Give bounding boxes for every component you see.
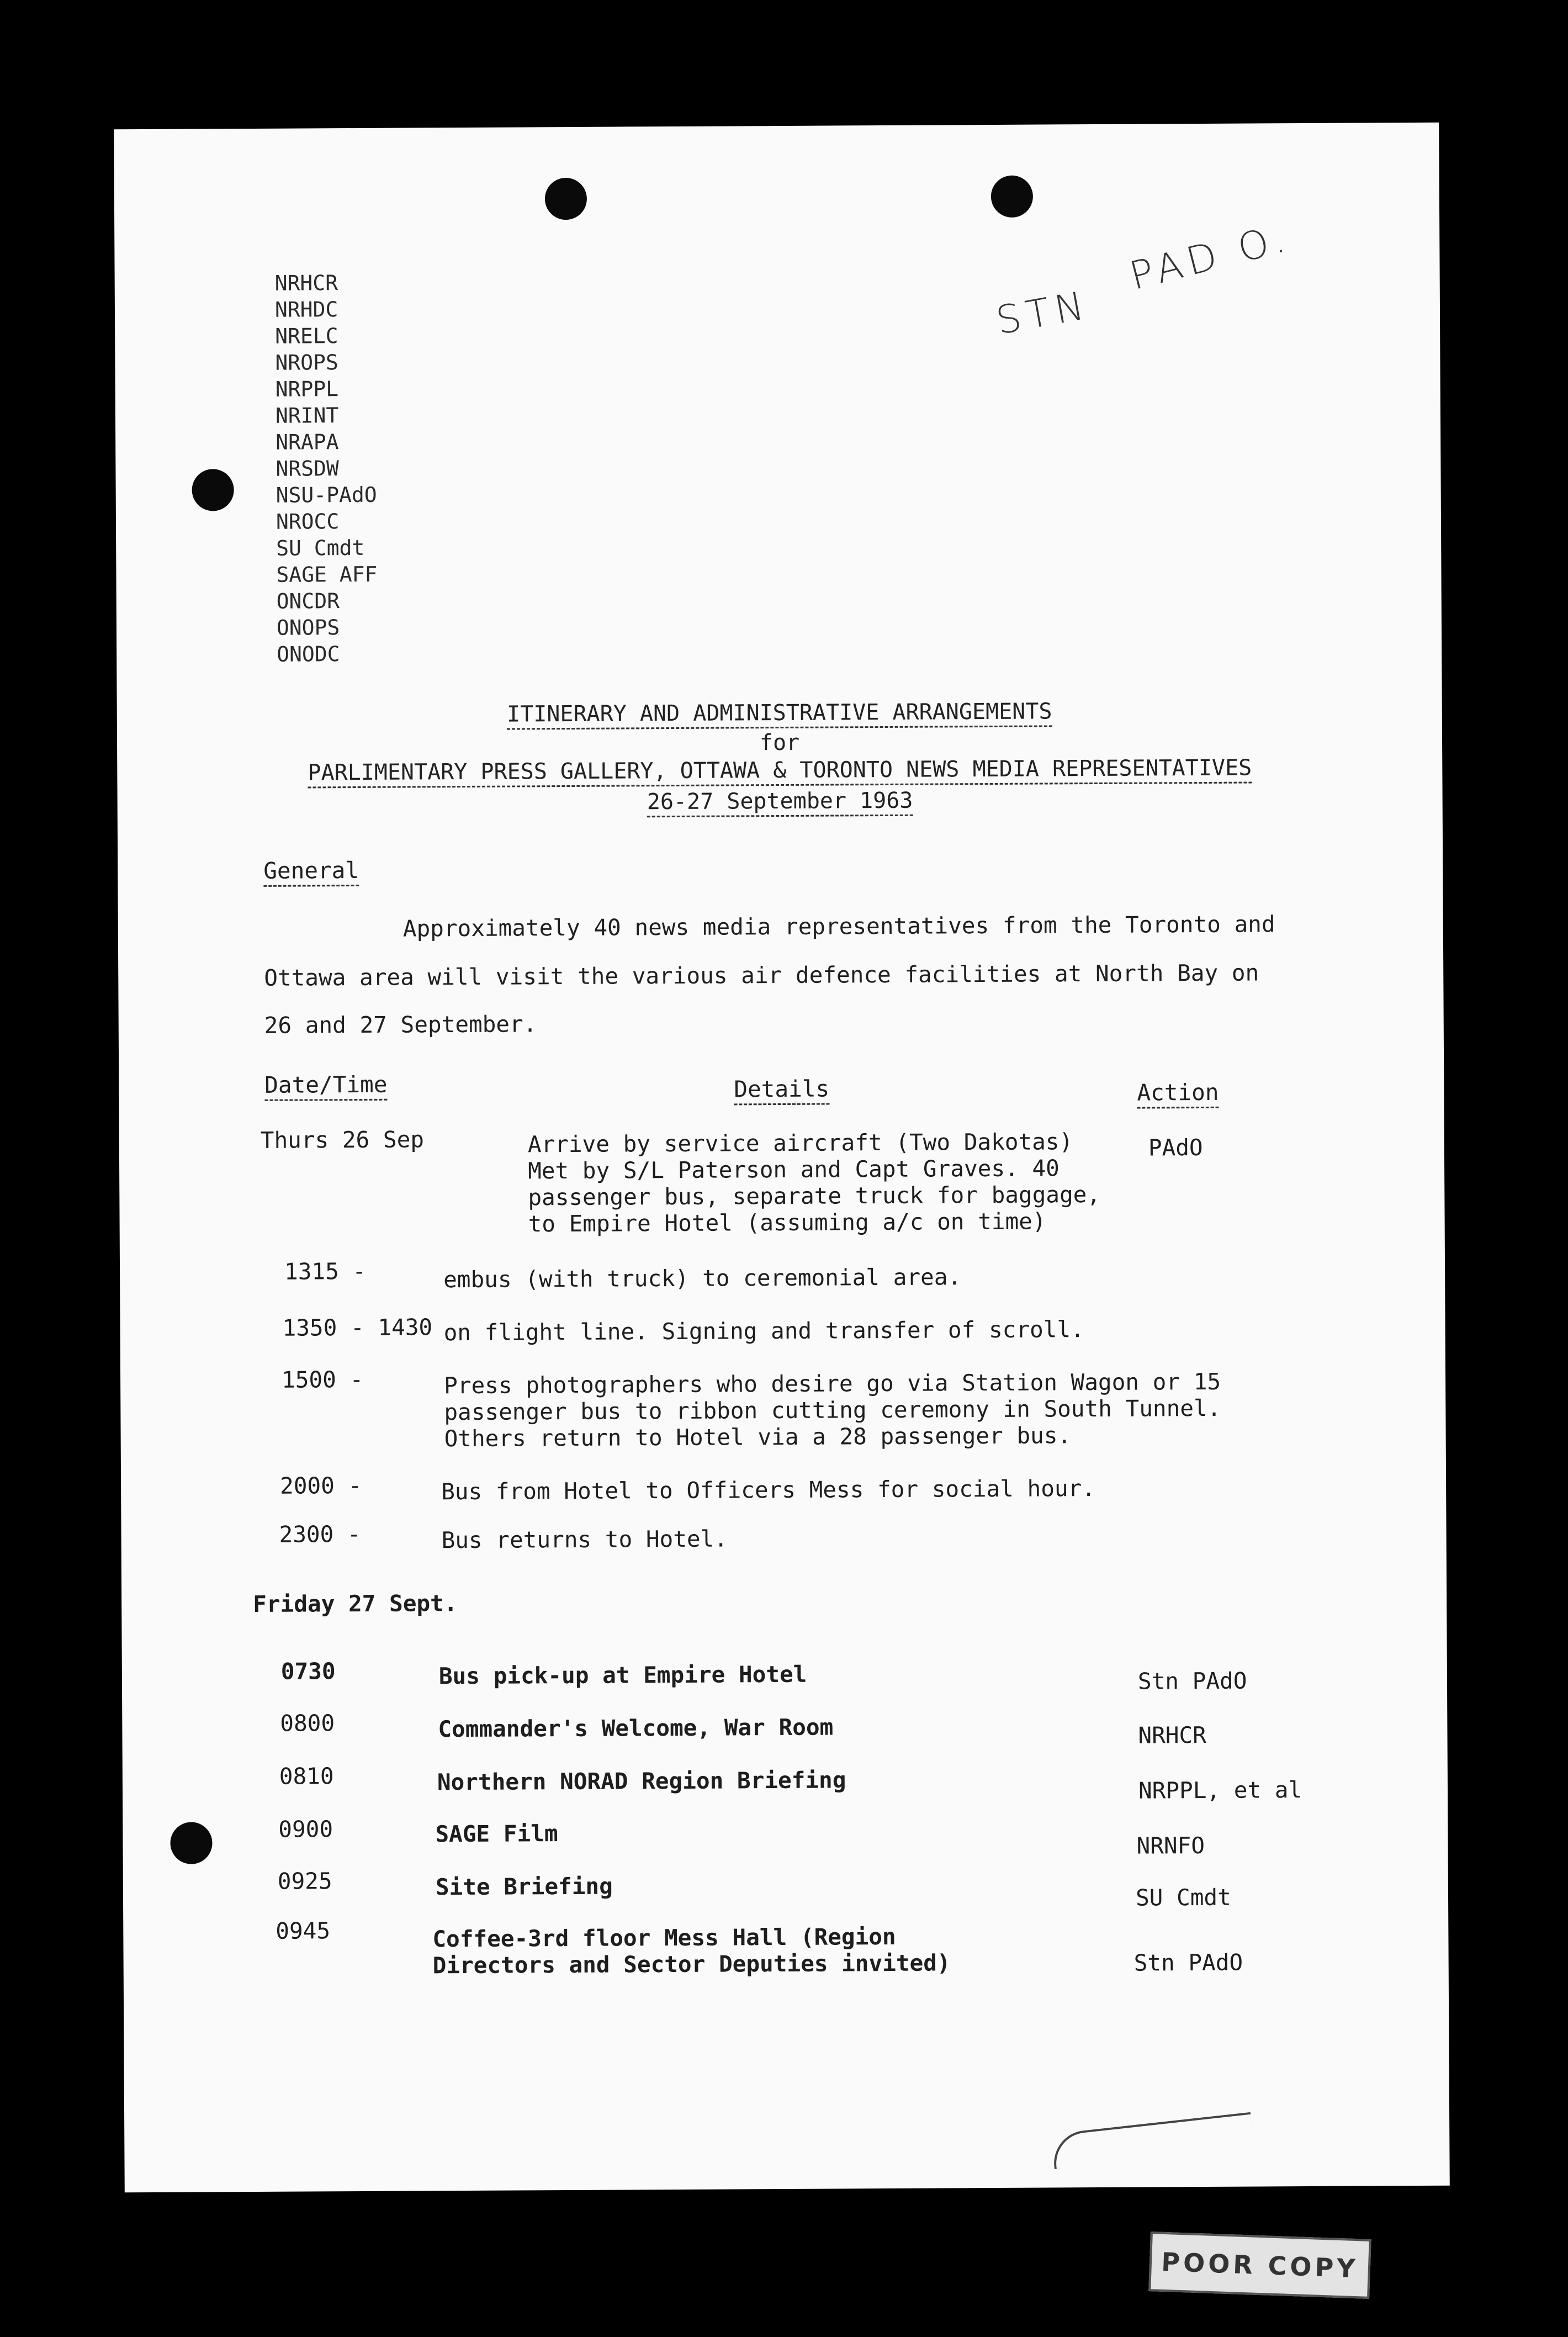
title-line-2: for [759, 729, 800, 756]
day1-item-detail-line: Press photographers who desire go via Station Wagon or 15 [444, 1368, 1221, 1399]
distribution-item: NRINT [275, 403, 339, 428]
distribution-item: NRAPA [276, 430, 339, 454]
general-heading-text: General [263, 857, 359, 887]
day1-item-detail: embus (with truck) to ceremonial area. [443, 1263, 962, 1293]
day2-item-time: 0945 [276, 1917, 331, 1944]
details-header-text: Details [734, 1076, 829, 1106]
day1-item-detail: Bus from Hotel to Officers Mess for social hour. [441, 1475, 1096, 1505]
day1-item-time: 2300 - [279, 1521, 361, 1548]
day2-item-time: 0810 [279, 1763, 334, 1790]
day1-item-time: 1350 - 1430 [282, 1314, 433, 1341]
day1-label: Thurs 26 Sep [260, 1126, 425, 1154]
distribution-item: ONOPS [276, 615, 340, 640]
day1-intro-line: Met by S/L Paterson and Capt Graves. 40 [527, 1155, 1060, 1185]
day2-item-detail: Northern NORAD Region Briefing [437, 1767, 846, 1796]
day1-item-detail [444, 1368, 1221, 1452]
action-header-text: Action [1137, 1079, 1219, 1109]
day1-item-detail-line: passenger bus to ribbon cutting ceremony in South Tunnel. [444, 1394, 1221, 1426]
column-header-details [734, 1076, 829, 1103]
distribution-item: NRHDC [274, 297, 338, 322]
day1-item-time: 1500 - [281, 1366, 364, 1393]
distribution-list [275, 269, 378, 668]
day2-item-action: Stn PAdO [1133, 1949, 1243, 1976]
title-line-4: 26-27 September 1963 [647, 788, 913, 818]
day2-item-action: SU Cmdt [1135, 1884, 1231, 1911]
title-line-3: PARLIMENTARY PRESS GALLERY, OTTAWA & TORONTO NEWS MEDIA REPRESENTATIVES [308, 755, 1252, 789]
date-time-header-text: Date/Time [264, 1071, 387, 1101]
poor-copy-stamp [1148, 2232, 1371, 2299]
distribution-item: SAGE AFF [276, 562, 378, 587]
day2-item-detail: Site Briefing [435, 1873, 613, 1901]
distribution-item: NRELC [275, 324, 338, 348]
day2-item-time: 0730 [280, 1658, 336, 1685]
title-line-1: ITINERARY AND ADMINISTRATIVE ARRANGEMENTS [507, 699, 1052, 729]
day1-intro-line: Arrive by service aircraft (Two Dakotas) [527, 1128, 1073, 1158]
day2-item-detail: SAGE Film [435, 1820, 558, 1848]
day1-intro-action: PAdO [1148, 1134, 1203, 1161]
day1-intro [528, 1128, 1101, 1237]
pen-mark [1051, 2112, 1254, 2170]
general-paragraph-line-1: Approximately 40 news media representatives from the Toronto and [402, 911, 1275, 942]
section-heading-general [263, 857, 359, 884]
day2-item-action: NRNFO [1136, 1832, 1205, 1859]
day2-item-action: NRPPL, et al [1138, 1776, 1302, 1804]
punch-hole-top-right [991, 176, 1033, 218]
distribution-item: NROPS [275, 350, 338, 375]
day1-item-time: 2000 - [279, 1472, 362, 1499]
day1-item-time: 1315 - [284, 1257, 367, 1285]
distribution-item: ONODC [277, 642, 340, 667]
day2-item-action: NRHCR [1138, 1721, 1207, 1749]
column-header-date-time [264, 1071, 387, 1098]
document-title [117, 697, 1443, 822]
handwritten-note-stn: STN [993, 282, 1093, 344]
distribution-item: NRPPL [275, 377, 339, 401]
distribution-item: ONCDR [276, 589, 340, 614]
distribution-item: NSU-PAdO [276, 482, 377, 507]
day1-intro-line: passenger bus, separate truck for baggage, [528, 1181, 1101, 1211]
column-header-action [1137, 1079, 1219, 1106]
document-page [114, 123, 1450, 2193]
day2-item-time: 0900 [278, 1816, 333, 1843]
day2-item-detail: Commander's Welcome, War Room [438, 1714, 834, 1743]
day2-item-time: 0925 [277, 1868, 332, 1895]
distribution-item: NRSDW [276, 456, 339, 481]
day2-label: Friday 27 Sept. [253, 1590, 458, 1618]
day1-item-detail: on flight line. Signing and transfer of scroll. [443, 1316, 1084, 1346]
distribution-item: NROCC [276, 509, 340, 534]
punch-hole-top-left [545, 178, 587, 220]
day2-item-detail: Bus pick-up at Empire Hotel [438, 1661, 807, 1690]
day2-item-detail [432, 1923, 950, 1979]
distribution-item: NRHCR [274, 271, 338, 295]
general-paragraph-line-2: Ottawa area will visit the various air defence facilities at North Bay on [264, 959, 1259, 991]
day2-item-detail-line: Coffee-3rd floor Mess Hall (Region [432, 1923, 896, 1953]
general-paragraph-line-3: 26 and 27 September. [264, 1011, 537, 1039]
poor-copy-stamp-text: POOR COPY [1161, 2246, 1359, 2284]
distribution-item: SU Cmdt [276, 535, 365, 561]
day1-item-detail: Bus returns to Hotel. [441, 1525, 728, 1554]
day1-intro-line: to Empire Hotel (assuming a/c on time) [528, 1208, 1046, 1238]
day2-item-time: 0800 [280, 1710, 335, 1737]
punch-hole-left-upper [192, 469, 234, 511]
day2-item-action: Stn PAdO [1137, 1667, 1247, 1695]
day2-item-detail-line: Directors and Sector Deputies invited) [432, 1949, 951, 1979]
punch-hole-left-lower [170, 1822, 212, 1864]
handwritten-note-pado: PAD O. [1125, 214, 1295, 299]
day1-item-detail-line: Others return to Hotel via a 28 passenger bus. [444, 1422, 1072, 1452]
